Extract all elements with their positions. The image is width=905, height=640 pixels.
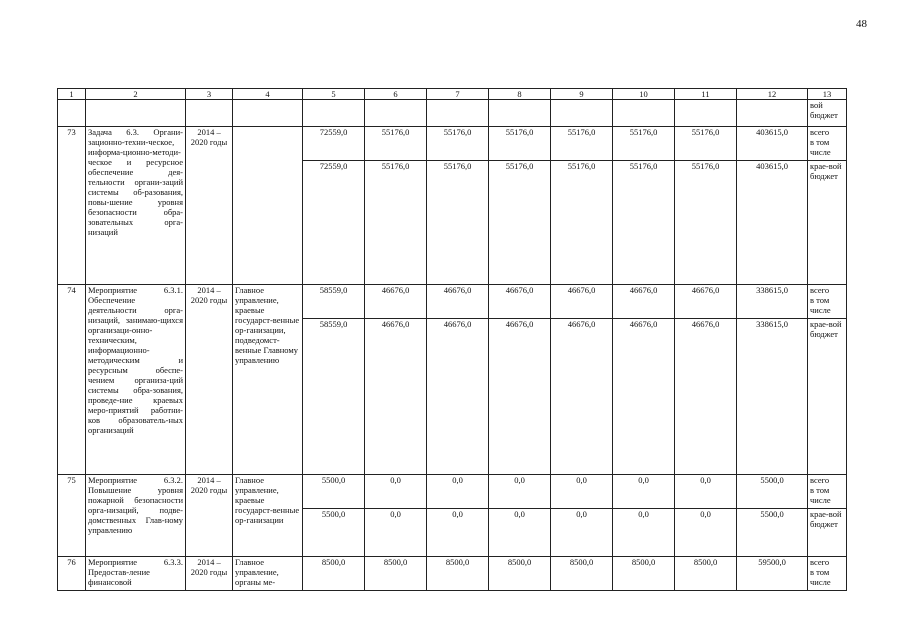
value-cell: 403615,0 bbox=[737, 127, 808, 161]
funding-source-cell: крае-вой бюджет bbox=[808, 319, 847, 475]
header-cell: 2 bbox=[86, 89, 186, 100]
row-name: Мероприятие 6.3.1. Обеспечение деятельности орга-низаций, занимаю-щихся организаци-онно-техническим, информационно-методическим и ресурсным обеспе-чением организа-ций системы обра-зования, проведе-ние краевых меро-приятий работни-ков образователь-ных организаций bbox=[86, 285, 186, 475]
value-cell: 8500,0 bbox=[303, 557, 365, 591]
value-cell: 55176,0 bbox=[427, 161, 489, 285]
value-cell: 338615,0 bbox=[737, 319, 808, 475]
row-period: 2014 – 2020 годы bbox=[186, 475, 233, 557]
value-cell: 46676,0 bbox=[365, 285, 427, 319]
table-row bbox=[58, 475, 847, 509]
funding-source-cell: всего в том числе bbox=[808, 557, 847, 591]
value-cell: 59500,0 bbox=[737, 557, 808, 591]
header-cell: 4 bbox=[233, 89, 303, 100]
value-cell: 46676,0 bbox=[613, 285, 675, 319]
funding-source-cell: вой бюджет bbox=[808, 100, 847, 127]
value-cell: 8500,0 bbox=[613, 557, 675, 591]
value-cell: 55176,0 bbox=[613, 161, 675, 285]
header-cell: 6 bbox=[365, 89, 427, 100]
value-cell: 46676,0 bbox=[489, 285, 551, 319]
table-row bbox=[58, 285, 847, 319]
value-cell: 58559,0 bbox=[303, 319, 365, 475]
funding-source-cell: всего в том числе bbox=[808, 285, 847, 319]
header-cell: 3 bbox=[186, 89, 233, 100]
program-table bbox=[57, 88, 847, 591]
page-number: 48 bbox=[856, 18, 867, 30]
value-cell: 55176,0 bbox=[365, 161, 427, 285]
row-name: Мероприятие 6.3.2. Повышение уровня пожарной безопасности орга-низаций, подве-домственных Глав-ному управлению bbox=[86, 475, 186, 557]
value-cell: 5500,0 bbox=[303, 509, 365, 557]
value-cell: 8500,0 bbox=[427, 557, 489, 591]
value-cell: 55176,0 bbox=[675, 161, 737, 285]
continuation-row bbox=[58, 100, 847, 127]
value-cell: 8500,0 bbox=[489, 557, 551, 591]
value-cell: 55176,0 bbox=[675, 127, 737, 161]
value-cell: 46676,0 bbox=[365, 319, 427, 475]
header-row bbox=[58, 89, 847, 100]
row-name: Задача 6.3. Органи-зационно-техни-ческое, информа-ционно-методи-ческое и ресурсное обеспечение дея-тельности органи-заций системы об-разования, повы-шение уровня безопасности обра-зовательных орга-низаций bbox=[86, 127, 186, 285]
value-cell: 55176,0 bbox=[551, 127, 613, 161]
value-cell: 0,0 bbox=[551, 475, 613, 509]
row-executor: Главное управление, краевые государст-венные ор-ганизации bbox=[233, 475, 303, 557]
value-cell: 5500,0 bbox=[737, 509, 808, 557]
value-cell: 0,0 bbox=[551, 509, 613, 557]
funding-source-cell: крае-вой бюджет bbox=[808, 161, 847, 285]
row-executor: Главное управление, краевые государст-венные ор-ганизации, подведомст-венные Главному управлению bbox=[233, 285, 303, 475]
value-cell: 0,0 bbox=[675, 475, 737, 509]
value-cell: 55176,0 bbox=[613, 127, 675, 161]
header-cell: 9 bbox=[551, 89, 613, 100]
value-cell: 0,0 bbox=[613, 509, 675, 557]
funding-source-cell: всего в том числе bbox=[808, 127, 847, 161]
value-cell: 0,0 bbox=[427, 509, 489, 557]
value-cell: 46676,0 bbox=[427, 285, 489, 319]
header-cell: 8 bbox=[489, 89, 551, 100]
header-cell: 1 bbox=[58, 89, 86, 100]
value-cell: 0,0 bbox=[365, 475, 427, 509]
row-period: 2014 – 2020 годы bbox=[186, 557, 233, 591]
header-cell: 5 bbox=[303, 89, 365, 100]
value-cell: 0,0 bbox=[427, 475, 489, 509]
header-cell: 7 bbox=[427, 89, 489, 100]
value-cell: 0,0 bbox=[489, 475, 551, 509]
header-cell: 10 bbox=[613, 89, 675, 100]
value-cell: 0,0 bbox=[489, 509, 551, 557]
value-cell: 8500,0 bbox=[551, 557, 613, 591]
header-cell: 12 bbox=[737, 89, 808, 100]
table-row bbox=[58, 557, 847, 591]
value-cell: 0,0 bbox=[613, 475, 675, 509]
row-executor bbox=[233, 127, 303, 285]
row-number: 76 bbox=[58, 557, 86, 591]
value-cell: 0,0 bbox=[365, 509, 427, 557]
value-cell: 58559,0 bbox=[303, 285, 365, 319]
value-cell: 46676,0 bbox=[427, 319, 489, 475]
table-row bbox=[58, 127, 847, 161]
row-executor: Главное управление, органы ме- bbox=[233, 557, 303, 591]
header-cell: 11 bbox=[675, 89, 737, 100]
value-cell: 46676,0 bbox=[489, 319, 551, 475]
row-number: 74 bbox=[58, 285, 86, 475]
value-cell: 55176,0 bbox=[427, 127, 489, 161]
funding-source-cell: всего в том числе bbox=[808, 475, 847, 509]
value-cell: 72559,0 bbox=[303, 127, 365, 161]
value-cell: 0,0 bbox=[675, 509, 737, 557]
value-cell: 55176,0 bbox=[489, 127, 551, 161]
row-number: 73 bbox=[58, 127, 86, 285]
funding-source-cell: крае-вой бюджет bbox=[808, 509, 847, 557]
value-cell: 46676,0 bbox=[613, 319, 675, 475]
value-cell: 338615,0 bbox=[737, 285, 808, 319]
value-cell: 46676,0 bbox=[551, 319, 613, 475]
value-cell: 8500,0 bbox=[365, 557, 427, 591]
header-cell: 13 bbox=[808, 89, 847, 100]
value-cell: 5500,0 bbox=[737, 475, 808, 509]
value-cell: 55176,0 bbox=[551, 161, 613, 285]
row-period: 2014 – 2020 годы bbox=[186, 127, 233, 285]
value-cell: 46676,0 bbox=[675, 285, 737, 319]
value-cell: 72559,0 bbox=[303, 161, 365, 285]
value-cell: 8500,0 bbox=[675, 557, 737, 591]
row-name: Мероприятие 6.3.3. Предостав-ление финансовой bbox=[86, 557, 186, 591]
value-cell: 55176,0 bbox=[489, 161, 551, 285]
value-cell: 46676,0 bbox=[551, 285, 613, 319]
value-cell: 46676,0 bbox=[675, 319, 737, 475]
row-period: 2014 – 2020 годы bbox=[186, 285, 233, 475]
value-cell: 55176,0 bbox=[365, 127, 427, 161]
value-cell: 403615,0 bbox=[737, 161, 808, 285]
row-number: 75 bbox=[58, 475, 86, 557]
value-cell: 5500,0 bbox=[303, 475, 365, 509]
